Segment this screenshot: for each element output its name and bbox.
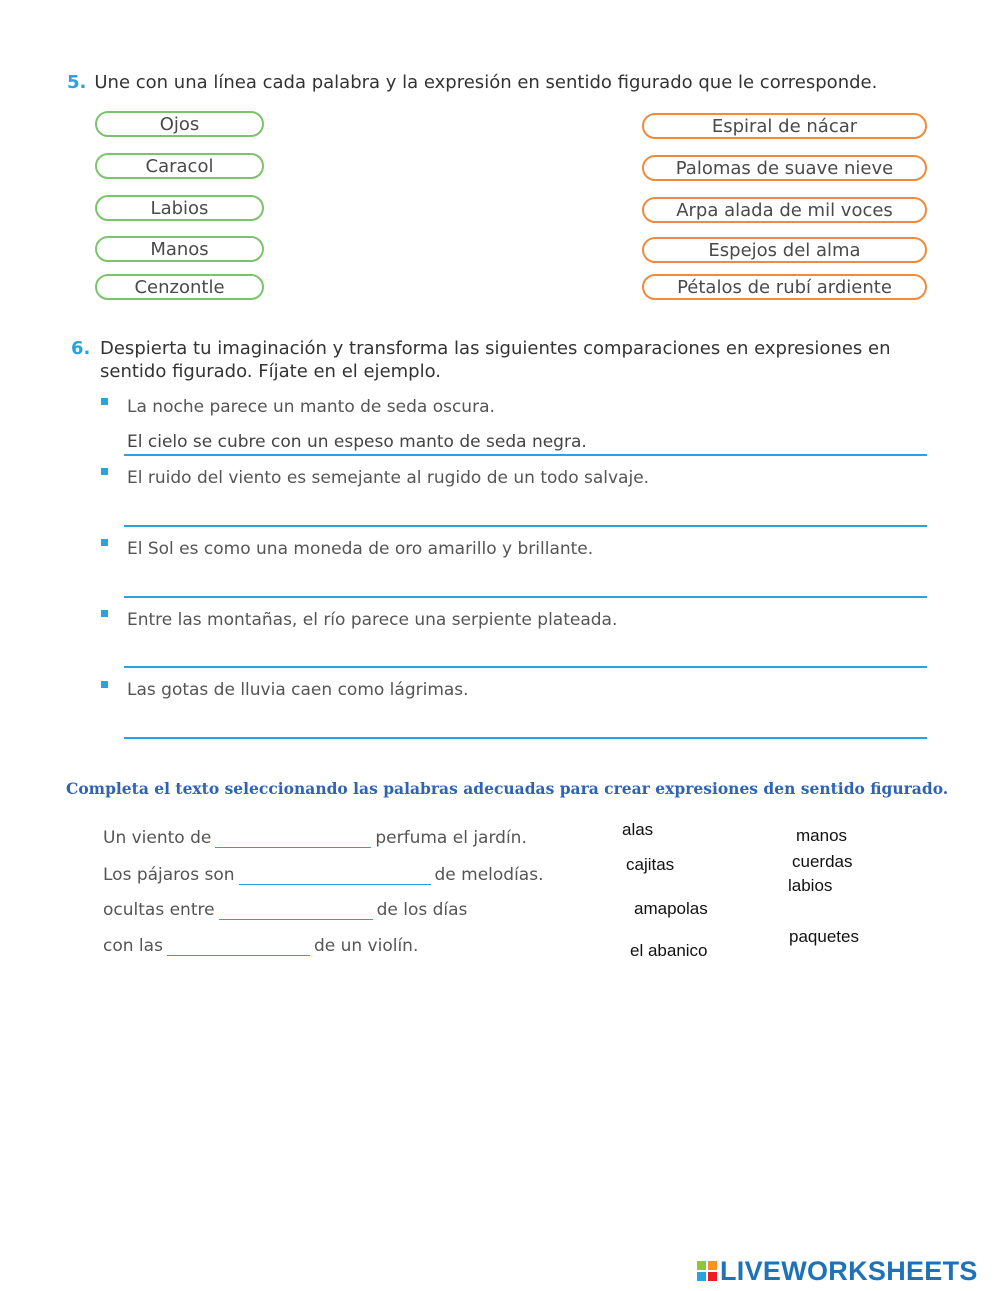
word-cenzontle[interactable]: Cenzontle	[95, 274, 264, 300]
word-labios[interactable]: Labios	[95, 195, 264, 221]
logo-text: LIVEWORKSHEETS	[720, 1255, 978, 1286]
answer-input-3[interactable]	[124, 572, 927, 598]
bullet-icon	[101, 610, 108, 617]
expression-arpa[interactable]: Arpa alada de mil voces	[642, 197, 927, 223]
bullet-icon	[101, 398, 108, 405]
bullet-icon	[101, 681, 108, 688]
word-ojos[interactable]: Ojos	[95, 111, 264, 137]
fill-line-3-before: ocultas entre	[103, 900, 215, 920]
comparison-sentence-4: Entre las montañas, el río parece una serpiente plateada.	[127, 610, 618, 630]
word-caracol[interactable]: Caracol	[95, 153, 264, 179]
answer-input-2[interactable]	[124, 501, 927, 527]
bullet-icon	[101, 468, 108, 475]
fill-line-2-before: Los pájaros son	[103, 865, 235, 885]
logo-square-4	[708, 1272, 717, 1281]
answer-input-5[interactable]	[124, 713, 927, 739]
comparison-sentence-5: Las gotas de lluvia caen como lágrimas.	[127, 680, 469, 700]
word-bank-manos[interactable]: manos	[796, 826, 848, 845]
exercise-6-text: Despierta tu imaginación y transforma las siguientes comparaciones en expresiones en sentido figurado. Fíjate en el ejemplo.	[100, 338, 891, 382]
liveworksheets-logo	[697, 1254, 978, 1288]
exercise-6-instruction	[71, 337, 951, 383]
answer-input-1[interactable]	[124, 430, 927, 456]
word-bank-cajitas[interactable]: cajitas	[626, 855, 675, 874]
exercise-5-text: Une con una línea cada palabra y la expresión en sentido figurado que le corresponde.	[94, 72, 878, 93]
word-bank-amapolas[interactable]: amapolas	[634, 899, 708, 918]
logo-square-2	[708, 1261, 717, 1270]
expression-espejos[interactable]: Espejos del alma	[642, 237, 927, 263]
fill-line-3	[103, 899, 467, 920]
comparison-sentence-2: El ruido del viento es semejante al rugido de un todo salvaje.	[127, 468, 650, 488]
logo-icon	[697, 1261, 717, 1281]
blank-input-4[interactable]	[167, 935, 310, 956]
fill-line-4-before: con las	[103, 936, 163, 956]
logo-square-1	[697, 1261, 706, 1270]
word-bank-cuerdas[interactable]: cuerdas	[792, 852, 853, 871]
blank-input-1[interactable]	[215, 827, 371, 848]
exercise-7-instruction: Completa el texto seleccionando las palabras adecuadas para crear expresiones den sentido figurado.	[66, 779, 949, 798]
fill-line-4-after: de un violín.	[313, 936, 419, 956]
word-bank-el-abanico[interactable]: el abanico	[630, 941, 708, 960]
fill-line-4	[103, 935, 418, 956]
bullet-icon	[101, 539, 108, 546]
word-bank-paquetes[interactable]: paquetes	[789, 927, 859, 946]
comparison-sentence-1: La noche parece un manto de seda oscura.	[127, 397, 495, 417]
blank-input-2[interactable]	[239, 864, 431, 885]
exercise-5-number: 5.	[67, 72, 87, 93]
fill-line-2-after: de melodías.	[434, 865, 544, 885]
comparison-sentence-3: El Sol es como una moneda de oro amarillo y brillante.	[127, 539, 594, 559]
logo-square-3	[697, 1272, 706, 1281]
word-manos[interactable]: Manos	[95, 236, 264, 262]
fill-line-1-before: Un viento de	[103, 828, 212, 848]
answer-input-4[interactable]	[124, 642, 927, 668]
exercise-6-number: 6.	[71, 338, 91, 359]
fill-line-1	[103, 827, 527, 848]
expression-petalos[interactable]: Pétalos de rubí ardiente	[642, 274, 927, 300]
expression-espiral[interactable]: Espiral de nácar	[642, 113, 927, 139]
fill-line-2	[103, 864, 544, 885]
blank-input-3[interactable]	[219, 899, 373, 920]
word-bank-alas[interactable]: alas	[622, 820, 654, 839]
expression-palomas[interactable]: Palomas de suave nieve	[642, 155, 927, 181]
word-bank-labios[interactable]: labios	[788, 876, 833, 895]
fill-line-1-after: perfuma el jardín.	[375, 828, 527, 848]
fill-line-3-after: de los días	[376, 900, 468, 920]
exercise-5-instruction	[67, 72, 877, 93]
